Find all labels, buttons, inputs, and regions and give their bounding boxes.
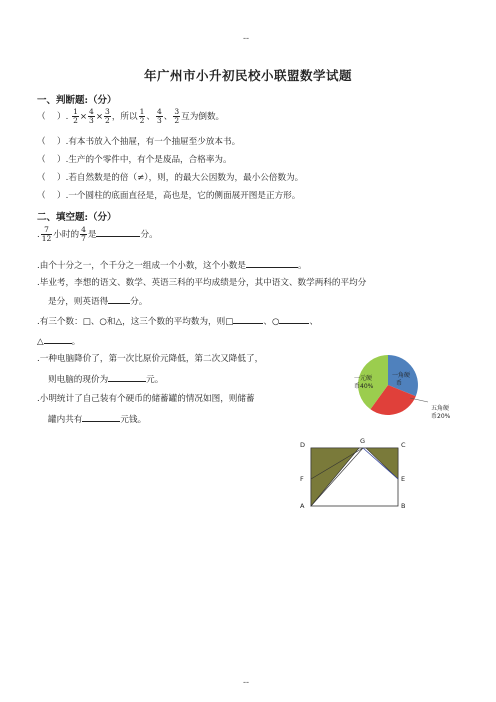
judge-item-4: （ ）.若自然数是的倍（≠），则，的最大公因数为，最小公倍数为。 — [37, 173, 304, 183]
shaded-triangle-left — [311, 448, 359, 506]
coin-pie-chart — [330, 352, 470, 432]
pie-label-blue-1: 一角硬 — [392, 372, 411, 379]
page-title: 年广州市小升初民校小联盟数学试题 — [143, 68, 352, 83]
answer-blank[interactable] — [96, 227, 140, 237]
judge-item-5: （ ）.一个圆柱的底面直径是，高也是，它的侧面展开图是正方形。 — [37, 191, 301, 201]
fill-item-3-line2: 是分，则英语得 分。 — [48, 294, 147, 308]
section2-heading: 二、填空题:（分） — [37, 212, 117, 223]
answer-blank[interactable] — [44, 334, 72, 344]
pie-label-red-1: 五角硬 — [431, 405, 450, 412]
fraction: $\frac{4}{7}$ — [81, 225, 86, 243]
answer-blank[interactable] — [233, 314, 263, 324]
rectangle-figure — [290, 434, 422, 518]
fill-item-2: .由个十分之一，个千分之一组成一个小数，这个小数是 。 — [37, 258, 307, 272]
label-c: C — [401, 441, 406, 449]
header-mark: -- — [243, 34, 250, 44]
label-d: D — [300, 441, 306, 449]
fill-item-3-line1: .毕业考，李想的语文、数学、英语三科的平均成绩是分，其中语文、数学两科的平均分 — [37, 278, 367, 288]
fill-item-5-line1: .一种电脑降价了，第一次比原价元降低，第二次又降低了， — [37, 354, 264, 364]
section1-heading: 一、判断题:（分） — [37, 95, 117, 106]
answer-blank[interactable] — [246, 258, 298, 268]
judge-item-3: （ ）.生产的个零件中，有个是废品，合格率为。 — [37, 155, 232, 165]
label-b: B — [401, 502, 406, 510]
label-f: F — [300, 475, 304, 483]
pie-label-green-2: 币40% — [354, 383, 374, 390]
answer-blank[interactable] — [279, 314, 309, 324]
fill-item-5-line2: 则电脑的现价为 元。 — [48, 372, 163, 386]
fill-item-6-line1: .小明统计了自己装有个硬币的储蓄罐的情况如图，则储蓄 — [37, 394, 255, 404]
pie-label-green-1: 一元硬 — [354, 375, 373, 382]
fill-item-6-line2: 罐内共有 元钱。 — [48, 412, 146, 426]
answer-blank[interactable] — [82, 412, 120, 422]
fraction: $\frac{4}{3}$ — [157, 107, 162, 125]
label-g: G — [360, 437, 366, 445]
fill-item-4-line2: △ 。 — [37, 334, 80, 348]
pie-label-blue-2: 币 — [396, 380, 403, 387]
fraction: $\frac{4}{3}$ — [89, 107, 94, 125]
fill-item-4-line1: .有三个数：□、○和△，这三个数的平均数为，则□ 、○ 、 — [37, 314, 318, 328]
fraction: $\frac{1}{2}$ — [139, 107, 145, 125]
fraction: $\frac{3}{2}$ — [174, 107, 180, 125]
judge-item-2: （ ）.有本书放入个抽屉，有一个抽屉至少放本书。 — [37, 137, 241, 147]
fraction: $\frac{1}{2}$ — [73, 107, 78, 125]
judge-item-1: （ ）. $\frac{1}{2}$ × $\frac{4}{3}$ × $\frac{3}{2}$ ，所以 $\frac{1}{2}$ 、 $\frac{4}{3}$ 、 $\frac{3}{2}$ 互为倒数。 — [37, 107, 225, 125]
answer-blank[interactable] — [108, 372, 146, 382]
fill-item-1: . $\frac{7}{12}$ 小时的 $\frac{4}{7}$ 是 分。 — [37, 225, 158, 243]
footer-mark: -- — [243, 678, 250, 688]
pie-label-red-2: 币20% — [431, 413, 451, 420]
label-e: E — [401, 475, 406, 483]
label-a: A — [300, 502, 305, 510]
fraction: $\frac{7}{12}$ — [41, 225, 52, 243]
fraction: $\frac{3}{2}$ — [105, 107, 110, 125]
answer-blank[interactable] — [108, 294, 130, 304]
